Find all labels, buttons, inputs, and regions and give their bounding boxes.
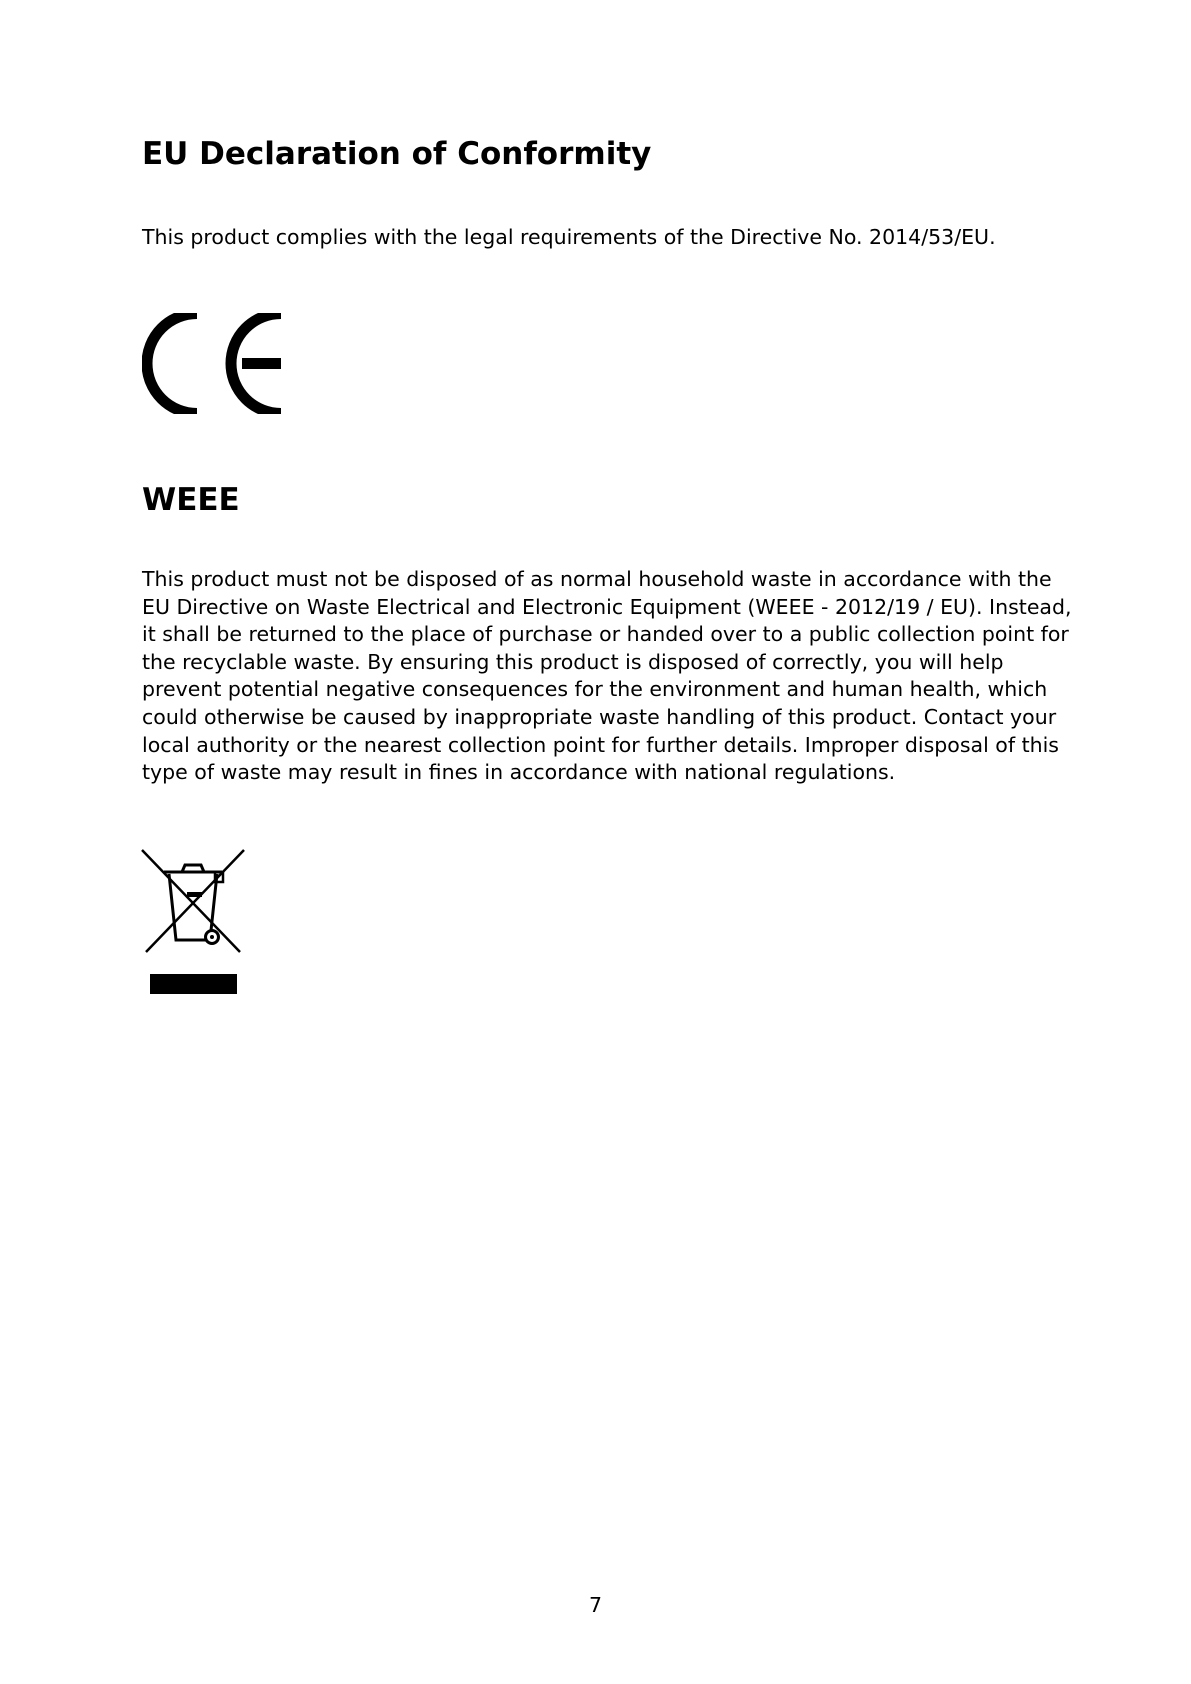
crossed-out-wheelie-bin-icon	[140, 848, 246, 994]
weee-text: This product must not be disposed of as normal household waste in accordance with the EU Directive on Waste Electrical and Electronic Equipment (WEEE - 2012/19 / EU). Instead, it shall be returned to the place of purchase or handed over to a public collection point for the recyclable waste. By ensuring this product is disposed of correctly, you will help prevent potential negative consequences for the environment and human health, which could otherwise be caused by inappropriate waste handling of this product. Contact your local authority or the nearest collection point for further details. Improper disposal of this type of waste may result in fines in accordance with national regulations.	[142, 567, 1072, 785]
declaration-title: EU Declaration of Conformity	[142, 136, 652, 172]
declaration-text: This product complies with the legal requirements of the Directive No. 2014/53/EU.	[142, 225, 996, 249]
page-number: 7	[588, 1593, 603, 1617]
ce-mark-icon	[142, 313, 282, 414]
weee-title: WEEE	[142, 482, 240, 518]
